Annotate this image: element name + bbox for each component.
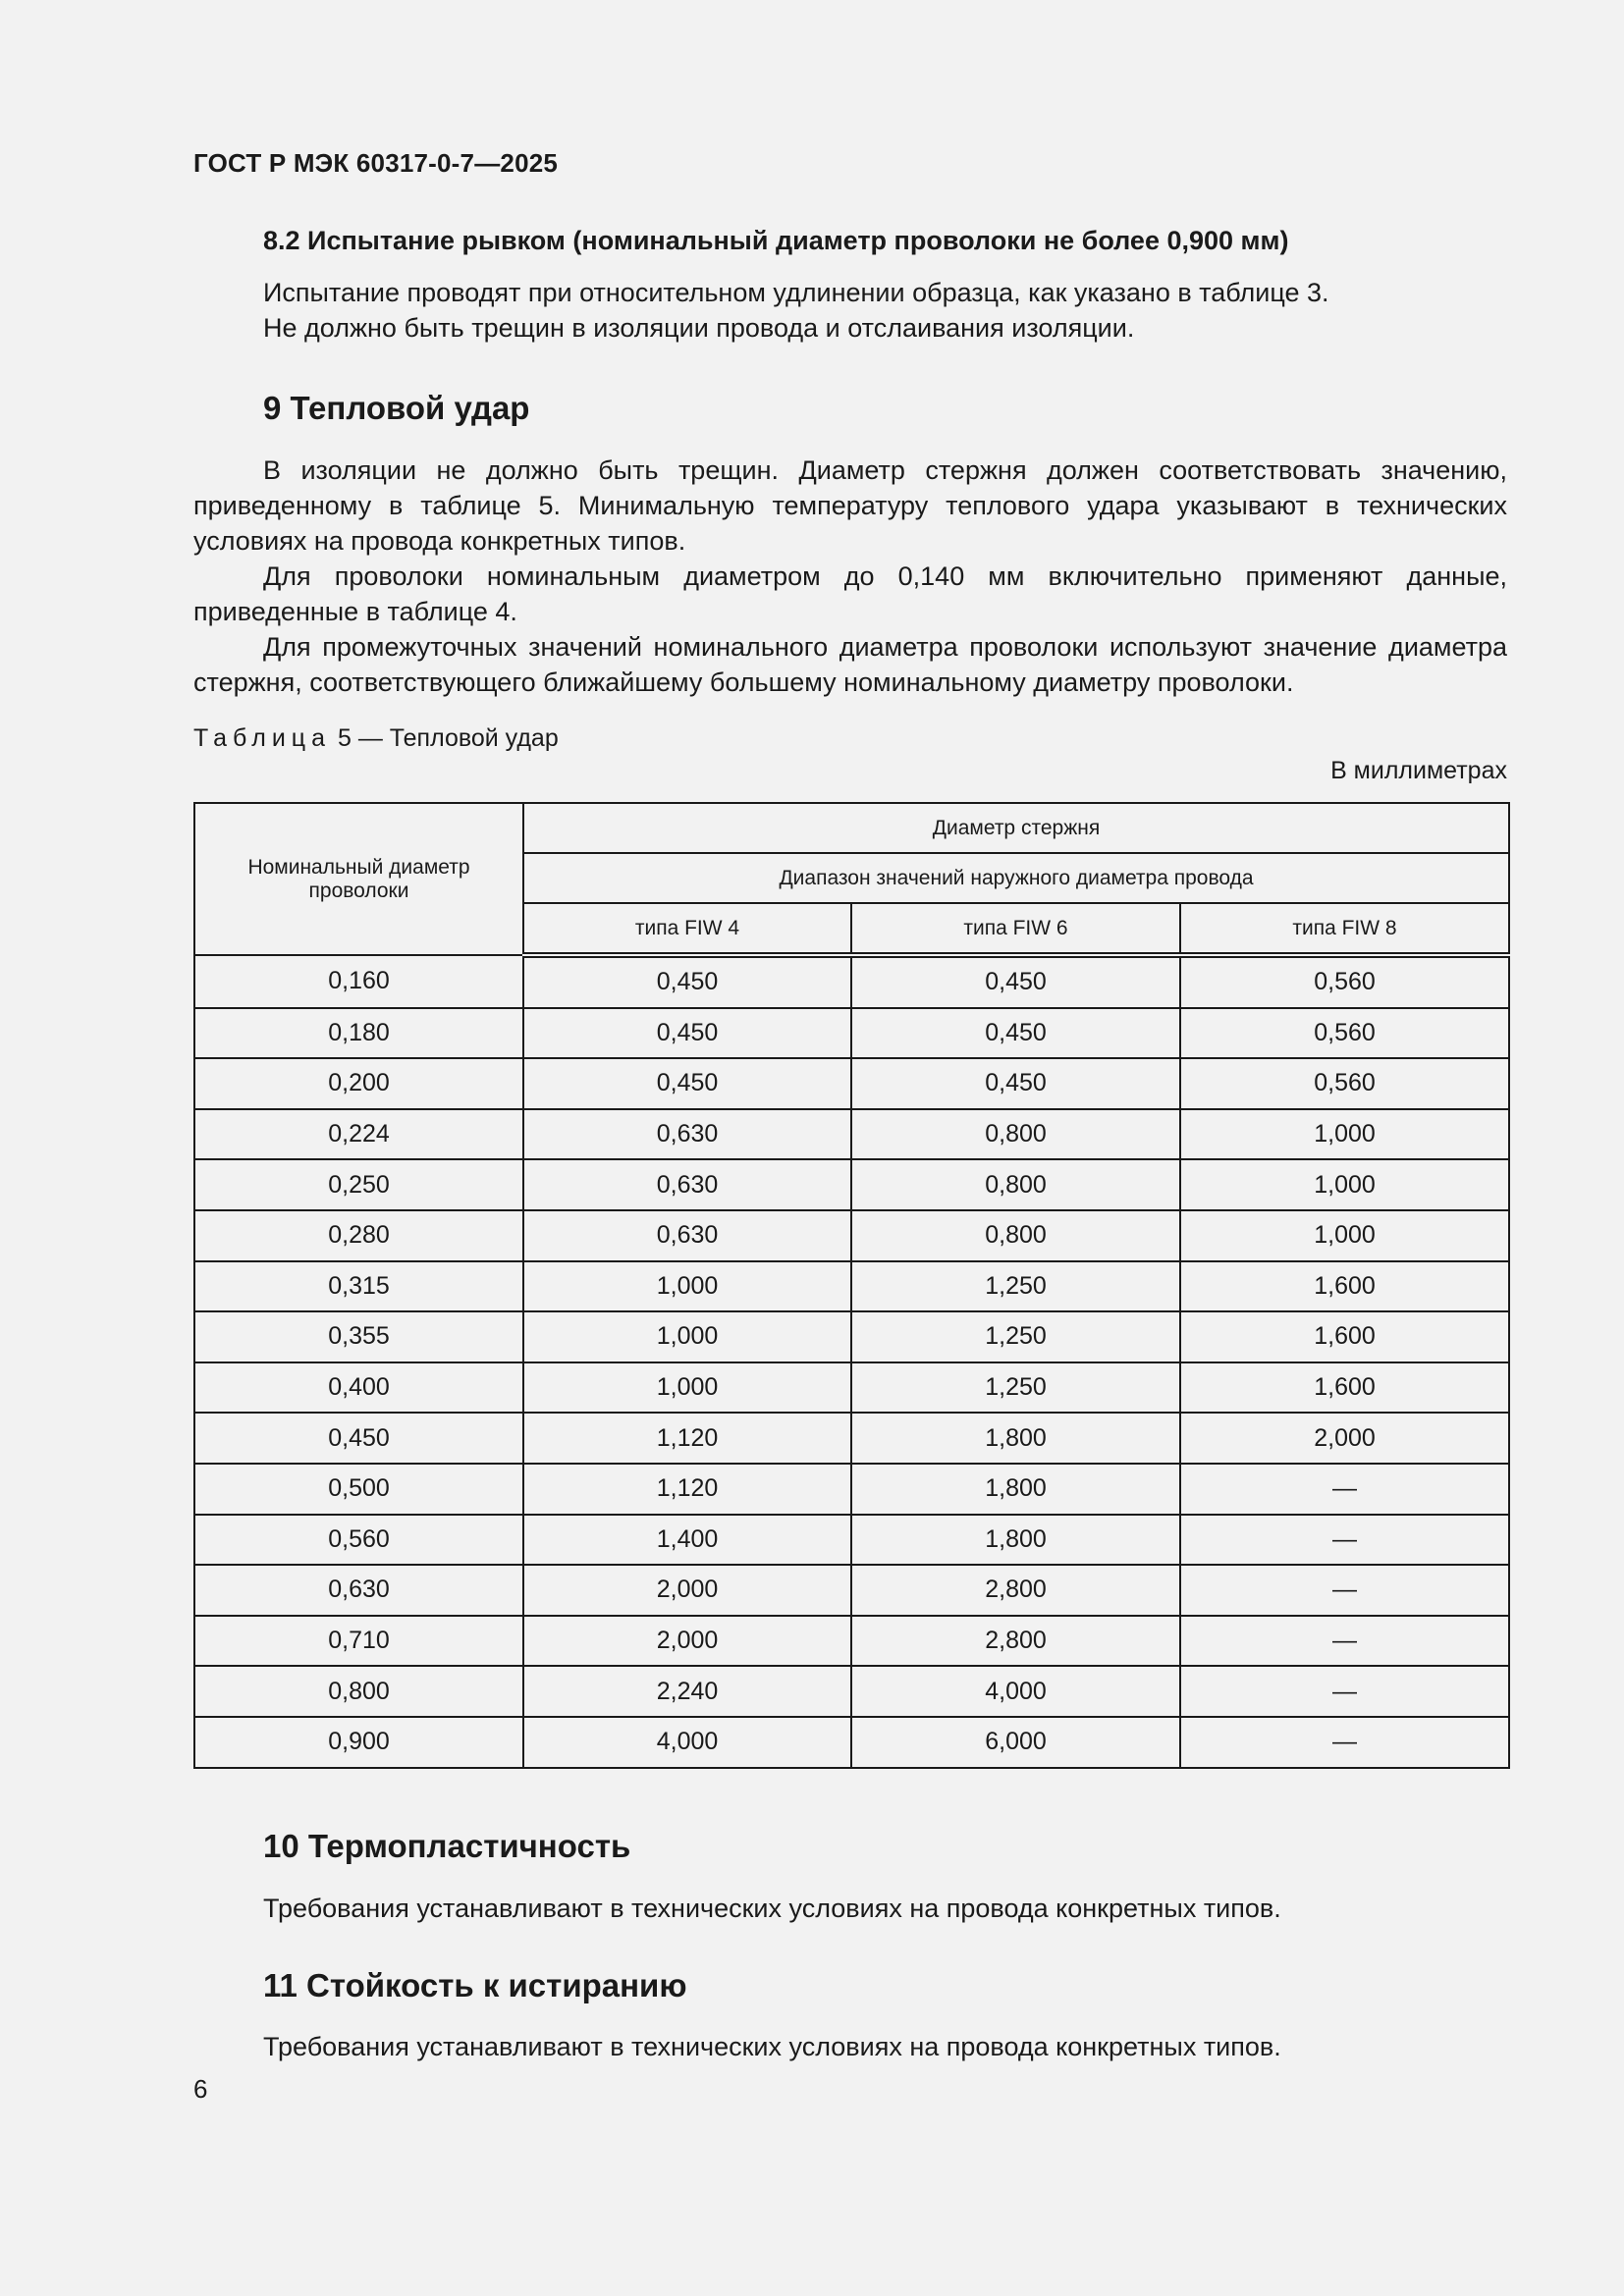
fiw6-cell: 2,800 xyxy=(851,1616,1180,1667)
header-nominal-diameter: Номинальный диаметр проволоки xyxy=(194,803,523,955)
section-9-title: 9 Тепловой удар xyxy=(263,390,530,426)
header-fiw4: типа FIW 4 xyxy=(523,903,851,955)
nominal-diameter-cell: 0,250 xyxy=(194,1159,523,1210)
fiw6-cell: 0,450 xyxy=(851,955,1180,1008)
fiw8-cell: — xyxy=(1180,1565,1509,1616)
nominal-diameter-cell: 0,450 xyxy=(194,1413,523,1464)
fiw4-cell: 1,120 xyxy=(523,1413,851,1464)
table-row xyxy=(194,1565,1509,1616)
section-10-title: 10 Термопластичность xyxy=(263,1828,631,1864)
header-fiw6: типа FIW 6 xyxy=(851,903,1180,955)
table-row xyxy=(194,1159,1509,1210)
fiw8-cell: 0,560 xyxy=(1180,1058,1509,1109)
fiw6-cell: 1,800 xyxy=(851,1464,1180,1515)
fiw4-cell: 0,450 xyxy=(523,955,851,1008)
fiw4-cell: 1,120 xyxy=(523,1464,851,1515)
header-outer-diameter-range: Диапазон значений наружного диаметра провода xyxy=(523,853,1509,903)
fiw8-cell: 1,000 xyxy=(1180,1210,1509,1261)
document-header: ГОСТ Р МЭК 60317-0-7—2025 xyxy=(193,148,559,178)
table-caption xyxy=(193,724,559,753)
fiw6-cell: 0,800 xyxy=(851,1210,1180,1261)
table-units: В миллиметрах xyxy=(1330,757,1507,784)
fiw4-cell: 0,630 xyxy=(523,1109,851,1160)
fiw8-cell: — xyxy=(1180,1717,1509,1768)
fiw4-cell: 0,450 xyxy=(523,1008,851,1059)
nominal-diameter-cell: 0,400 xyxy=(194,1362,523,1414)
nominal-diameter-cell: 0,280 xyxy=(194,1210,523,1261)
nominal-diameter-cell: 0,355 xyxy=(194,1311,523,1362)
table-row xyxy=(194,1413,1509,1464)
nominal-diameter-cell: 0,315 xyxy=(194,1261,523,1312)
fiw8-cell: 1,600 xyxy=(1180,1261,1509,1312)
fiw6-cell: 1,250 xyxy=(851,1362,1180,1414)
subsection-8-2-title: 8.2 Испытание рывком (номинальный диаметр проволоки не более 0,900 мм) xyxy=(263,226,1289,255)
fiw6-cell: 1,800 xyxy=(851,1515,1180,1566)
fiw8-cell: 1,600 xyxy=(1180,1362,1509,1414)
nominal-diameter-cell: 0,710 xyxy=(194,1616,523,1667)
fiw6-cell: 0,450 xyxy=(851,1008,1180,1059)
nominal-diameter-cell: 0,160 xyxy=(194,955,523,1008)
nominal-diameter-cell: 0,180 xyxy=(194,1008,523,1059)
section-11-title: 11 Стойкость к истиранию xyxy=(263,1967,687,2003)
fiw4-cell: 0,450 xyxy=(523,1058,851,1109)
nominal-diameter-cell: 0,630 xyxy=(194,1565,523,1616)
fiw6-cell: 6,000 xyxy=(851,1717,1180,1768)
fiw8-cell: 0,560 xyxy=(1180,955,1509,1008)
table-row xyxy=(194,955,1509,1008)
fiw6-cell: 2,800 xyxy=(851,1565,1180,1616)
nominal-diameter-cell: 0,900 xyxy=(194,1717,523,1768)
table-caption-title: 5 — Тепловой удар xyxy=(337,724,559,752)
fiw4-cell: 1,000 xyxy=(523,1311,851,1362)
fiw4-cell: 1,000 xyxy=(523,1362,851,1414)
table-row xyxy=(194,1210,1509,1261)
fiw8-cell: 1,600 xyxy=(1180,1311,1509,1362)
table-row xyxy=(194,1109,1509,1160)
table-row xyxy=(194,1666,1509,1717)
table-row xyxy=(194,1362,1509,1414)
header-rod-diameter: Диаметр стержня xyxy=(523,803,1509,853)
fiw4-cell: 2,000 xyxy=(523,1616,851,1667)
fiw6-cell: 1,250 xyxy=(851,1261,1180,1312)
table-row xyxy=(194,1008,1509,1059)
fiw4-cell: 1,000 xyxy=(523,1261,851,1312)
fiw4-cell: 4,000 xyxy=(523,1717,851,1768)
fiw4-cell: 0,630 xyxy=(523,1159,851,1210)
fiw8-cell: 1,000 xyxy=(1180,1109,1509,1160)
fiw6-cell: 1,250 xyxy=(851,1311,1180,1362)
fiw4-cell: 2,240 xyxy=(523,1666,851,1717)
fiw8-cell: — xyxy=(1180,1616,1509,1667)
fiw6-cell: 0,800 xyxy=(851,1159,1180,1210)
fiw6-cell: 4,000 xyxy=(851,1666,1180,1717)
table-row xyxy=(194,1464,1509,1515)
nominal-diameter-cell: 0,224 xyxy=(194,1109,523,1160)
subsection-8-2-line-1: Испытание проводят при относительном удлинении образца, как указано в таблице 3. xyxy=(263,278,1329,307)
section-9-paragraph-1: В изоляции не должно быть трещин. Диаметр стержня должен соответствовать значению, приведенному в таблице 5. Минимальную температуру теплового удара указывают в технических условиях на провода конкретных типов. xyxy=(193,455,1507,556)
fiw4-cell: 1,400 xyxy=(523,1515,851,1566)
page-number: 6 xyxy=(193,2074,208,2104)
subsection-8-2-line-2: Не должно быть трещин в изоляции провода и отслаивания изоляции. xyxy=(263,313,1135,343)
table-row xyxy=(194,1311,1509,1362)
fiw8-cell: 2,000 xyxy=(1180,1413,1509,1464)
fiw8-cell: — xyxy=(1180,1515,1509,1566)
fiw8-cell: 1,000 xyxy=(1180,1159,1509,1210)
header-fiw8: типа FIW 8 xyxy=(1180,903,1509,955)
section-9-paragraph-2: Для проволоки номинальным диаметром до 0,140 мм включительно применяют данные, приведенные в таблице 4. xyxy=(193,561,1507,626)
thermal-shock-table xyxy=(193,802,1510,1769)
section-11-text: Требования устанавливают в технических условиях на провода конкретных типов. xyxy=(263,2032,1281,2061)
fiw4-cell: 0,630 xyxy=(523,1210,851,1261)
fiw6-cell: 0,800 xyxy=(851,1109,1180,1160)
fiw8-cell: — xyxy=(1180,1666,1509,1717)
table-row xyxy=(194,1717,1509,1768)
table-row xyxy=(194,1261,1509,1312)
table-row xyxy=(194,1616,1509,1667)
section-10-text: Требования устанавливают в технических условиях на провода конкретных типов. xyxy=(263,1894,1281,1923)
nominal-diameter-cell: 0,800 xyxy=(194,1666,523,1717)
fiw4-cell: 2,000 xyxy=(523,1565,851,1616)
fiw6-cell: 0,450 xyxy=(851,1058,1180,1109)
section-9-paragraph-3: Для промежуточных значений номинального диаметра проволоки используют значение диаметра стержня, соответствующего ближайшему большему номинальному диаметру проволоки. xyxy=(193,632,1507,697)
nominal-diameter-cell: 0,200 xyxy=(194,1058,523,1109)
table-row xyxy=(194,1515,1509,1566)
nominal-diameter-cell: 0,560 xyxy=(194,1515,523,1566)
nominal-diameter-cell: 0,500 xyxy=(194,1464,523,1515)
table-caption-word: Таблица xyxy=(193,724,332,752)
fiw8-cell: — xyxy=(1180,1464,1509,1515)
fiw6-cell: 1,800 xyxy=(851,1413,1180,1464)
table-row xyxy=(194,1058,1509,1109)
fiw8-cell: 0,560 xyxy=(1180,1008,1509,1059)
